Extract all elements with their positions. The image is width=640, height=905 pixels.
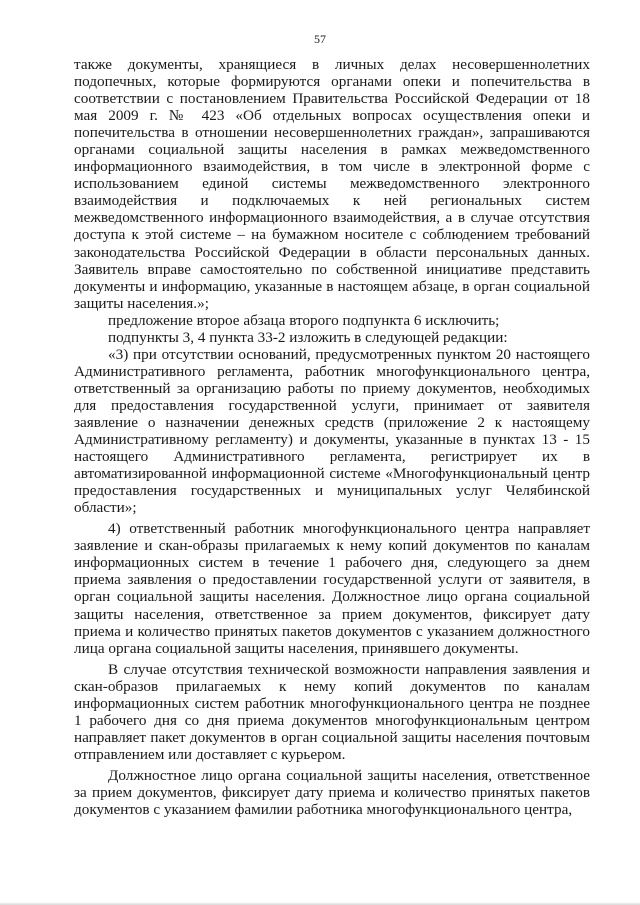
paragraph-exclude-sentence: предложение второе абзаца второго подпункта 6 исключить; [108,311,500,329]
paragraph-official-acceptance: Должностное лицо органа социальной защиты населения, ответственное за прием документов, фиксирует дату приема и количество принятых пакетов документов с указанием фамилии работника многофункционального центра, [74,766,590,819]
page-number: 57 [314,32,326,46]
paragraph-subitem-3: «3) при отсутствии оснований, предусмотренных пунктом 20 настоящего Административного регламента, работник многофункционального центра, ответственный за организацию работы по приему документов, необходимых для предоставления государственной услуги, принимает от заявителя заявление о назначении денежных средств (приложение 2 к настоящему Административному регламенту) и документы, указанные в пунктах 13 - 15 настоящего Административного регламента, регистрирует их в автоматизированной информационной системе «Многофункциональный центр предоставления государственных и муниципальных услуг Челябинской области»; [74,345,590,517]
paragraph-documents-request: также документы, хранящиеся в личных делах несовершеннолетних подопечных, которые формируются органами опеки и попечительства в соответствии с постановлением Правительства Российской Федерации от 18 мая 2009 г. № 423 «Об отдельных вопросах осуществления опеки и попечительства в отношении несовершеннолетних граждан», запрашиваются органами социальной защиты населения в рамках межведомственного информационного взаимодействия, в том числе в электронной форме с использованием единой системы межведомственного электронного взаимодействия и подключаемых к ней региональных систем межведомственного информационного взаимодействия, а в случае отсутствия доступа к этой системе – на бумажном носителе с соблюдением требований законодательства Российской Федерации в области персональных данных. Заявитель вправе самостоятельно по собственной инициативе представить документы и информацию, указанные в настоящем абзаце, в орган социальной защиты населения.»; [74,56,590,312]
paragraph-no-technical-possibility: В случае отсутствия технической возможности направления заявления и скан-образов прилагаемых к нему копий документов по каналам информационных систем работник многофункционального центра не позднее 1 рабочего дня со дня приема документов многофункциональным центром направляет пакет документов в орган социальной защиты населения почтовым отправлением или доставляет с курьером. [74,660,590,763]
paragraph-new-edition-intro: подпункты 3, 4 пункта 33-2 изложить в следующей редакции: [108,328,508,346]
paragraph-subitem-4: 4) ответственный работник многофункционального центра направляет заявление и скан-образы прилагаемых к нему копий документов по каналам информационных систем в течение 1 рабочего дня, следующего за днем приема заявления о предоставлении государственной услуги от заявителя, в орган социальной защиты населения. Должностное лицо органа социальной защиты населения, ответственное за прием документов, фиксирует дату приема и количество принятых пакетов документов с указанием должностного лица органа социальной защиты населения, принявшего документы. [74,520,590,657]
document-body [74,56,590,818]
